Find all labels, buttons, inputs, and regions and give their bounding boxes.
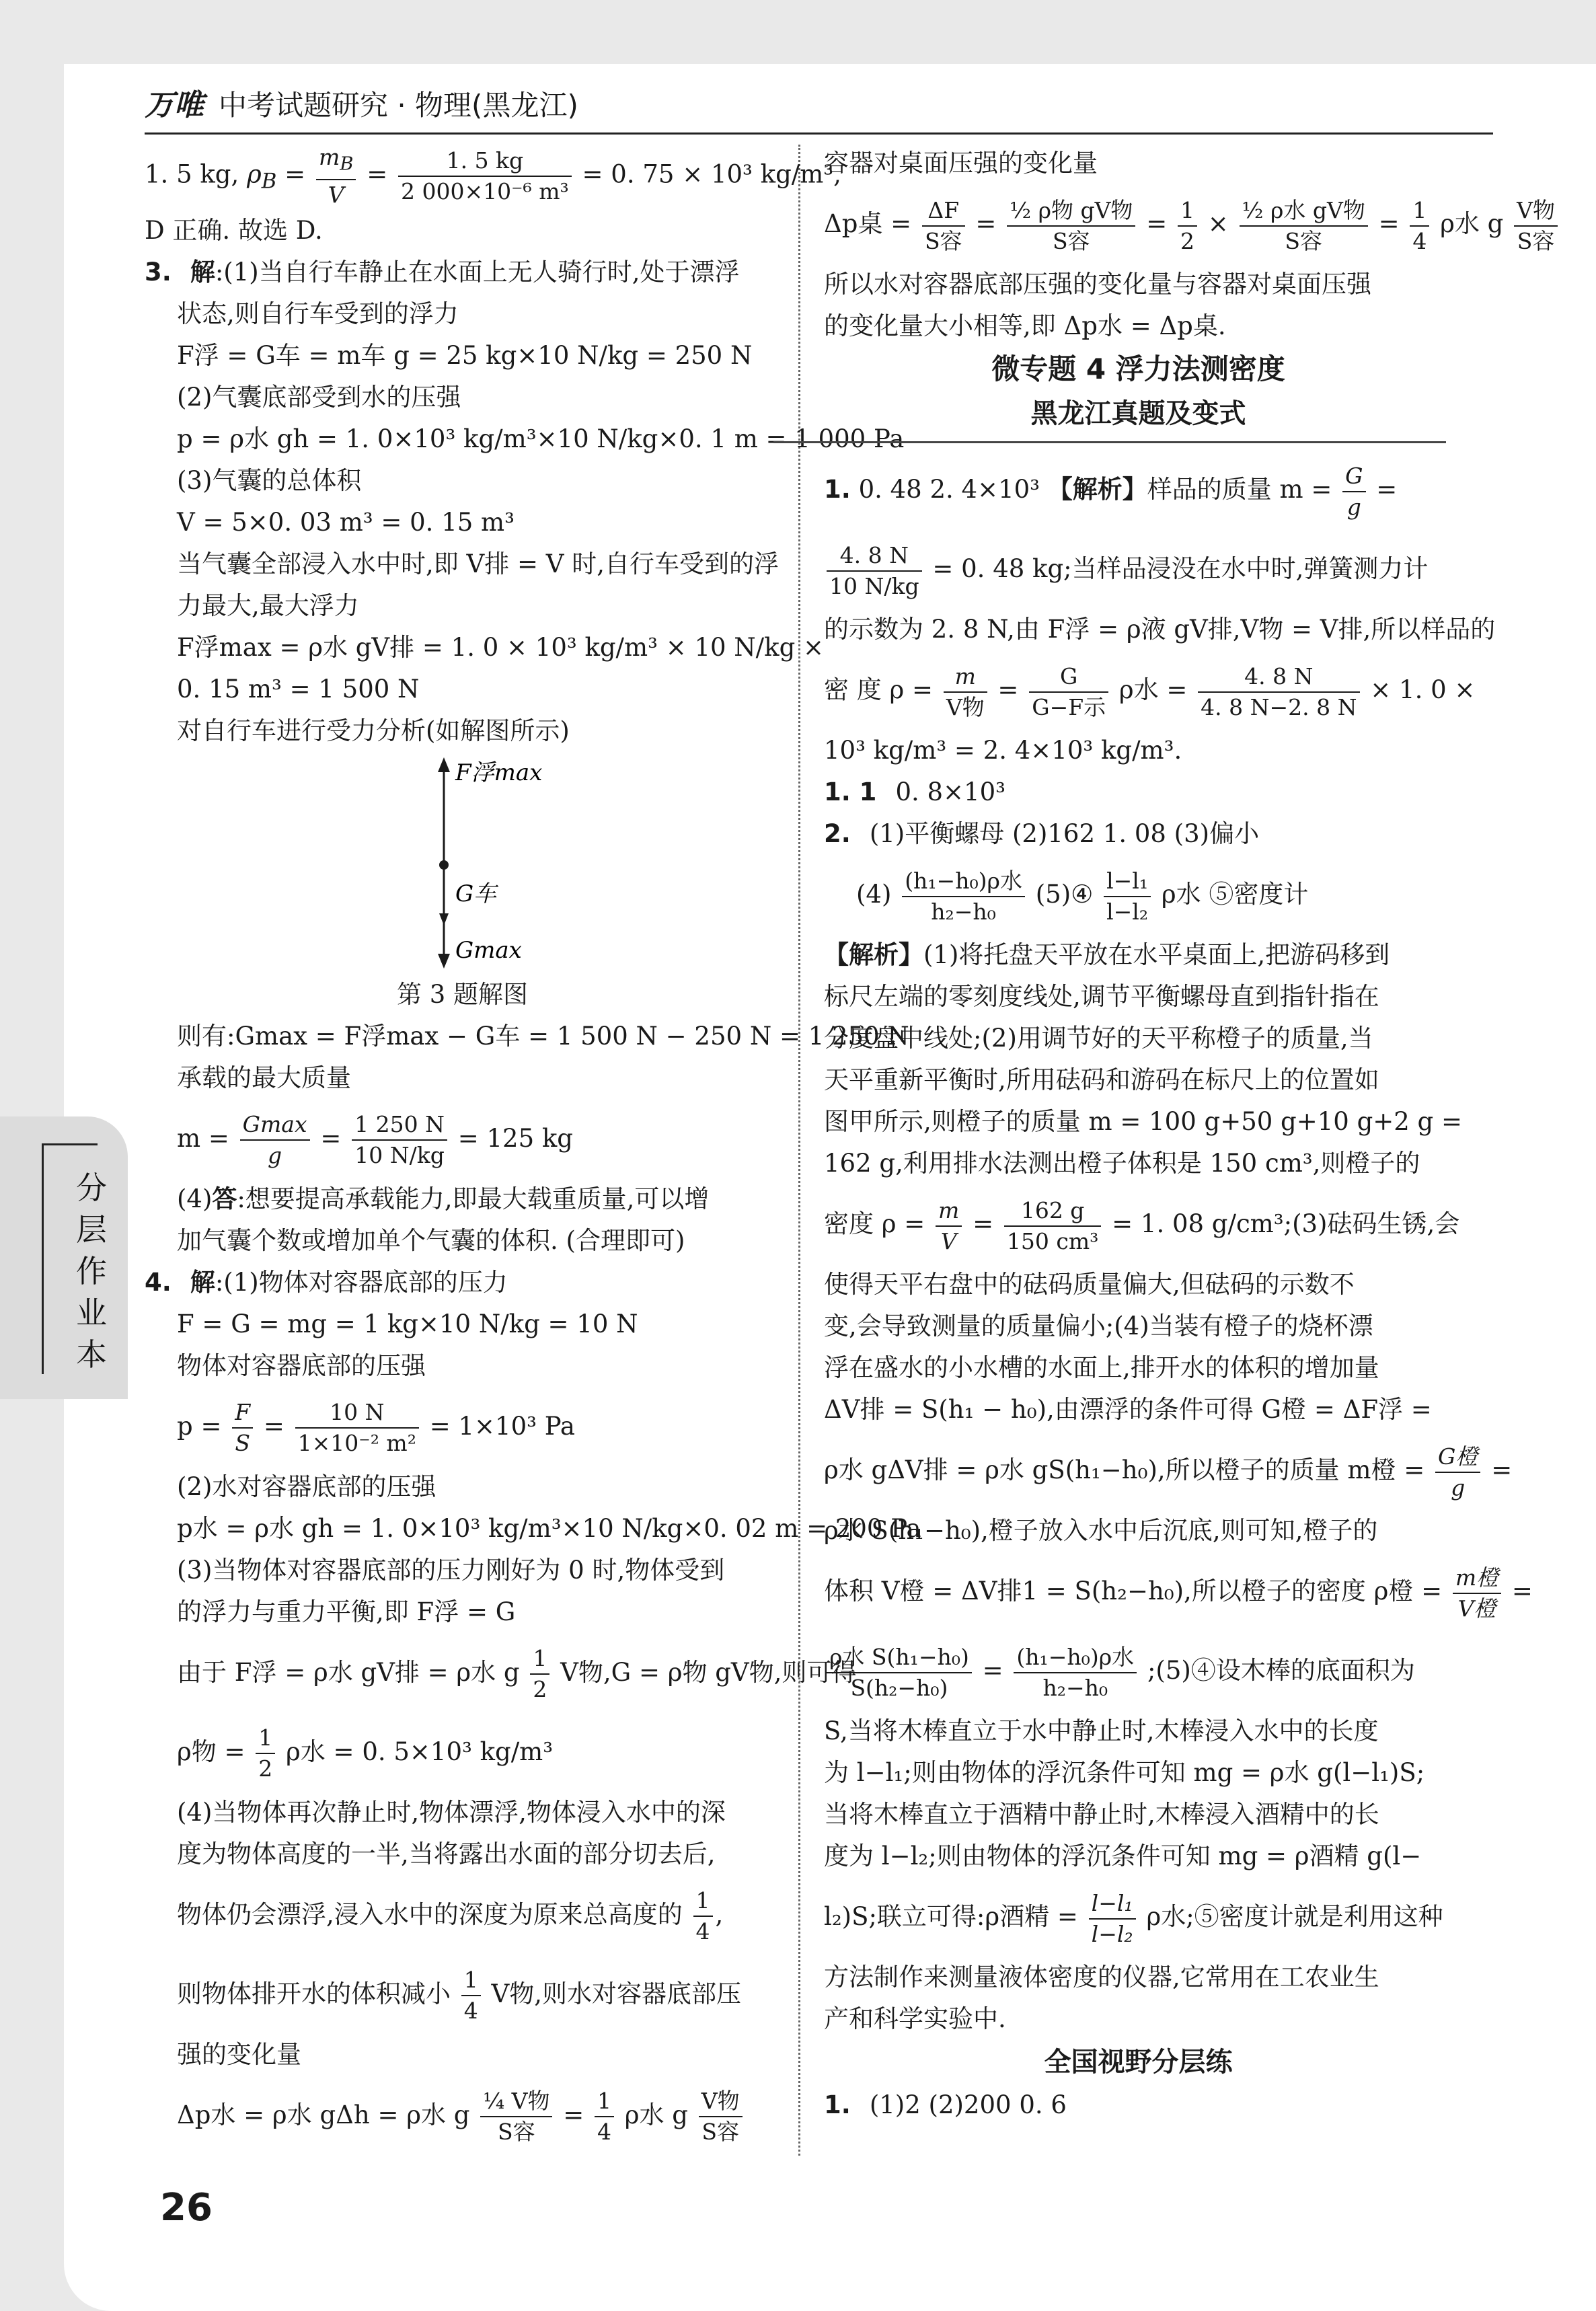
text-line: 图甲所示,则橙子的质量 m = 100 g+50 g+10 g+2 g = bbox=[824, 1107, 1463, 1136]
text-line: ρ水 S(h₁−h₀),橙子放入水中后沉底,则可知,橙子的 bbox=[824, 1516, 1378, 1545]
book-title: 中考试题研究 · 物理(黑龙江) bbox=[219, 89, 578, 122]
fraction: $\frac{\text{V物}}{\text{S容}}$ bbox=[699, 2086, 743, 2147]
text-line: 【解析】(1)将托盘天平放在水平桌面上,把游码移到 bbox=[824, 940, 1390, 969]
heading-rule bbox=[773, 441, 1446, 443]
formula-line: 体积 V橙 = ΔV排1 = S(h₂−h₀),所以橙子的密度 ρ橙 = $\frac{\text{m橙}}{\text{V橙}}$ = bbox=[824, 1552, 1453, 1631]
formula-line: 0. 15 m³ = 1 500 N bbox=[177, 674, 420, 704]
formula-line: 密度 ρ = $\frac{m}{V}$ = $\frac{162 g}{\text{150 cm³}}$ = 1. 08 g/cm³;(3)砝码生锈,会 bbox=[824, 1184, 1453, 1264]
topic-title: 微专题 4 浮力法测密度 bbox=[991, 352, 1285, 385]
fraction: $\frac{1}{4}$ bbox=[595, 2086, 614, 2147]
label-g-car: G车 bbox=[455, 880, 497, 907]
section-title: 全国视野分层练 bbox=[1044, 2047, 1233, 2078]
text-line: (4)答:想要提高承载能力,即最大载重质量,可以增 bbox=[177, 1184, 710, 1213]
text-line: S,当将木棒直立于水中静止时,木棒浸入水中的长度 bbox=[824, 1716, 1379, 1745]
fraction: $\frac{\text{½ ρ水 gV物}}{\text{S容}}$ bbox=[1240, 196, 1368, 256]
fraction: $\frac{10 N}{\text{1×10⁻² m²}}$ bbox=[295, 1398, 419, 1458]
text-line: 力最大,最大浮力 bbox=[177, 591, 359, 620]
fraction: $\frac{\Delta F}{\text{S容}}$ bbox=[922, 196, 965, 256]
text-line: D 正确. 故选 D. bbox=[145, 215, 323, 245]
text-line: 的浮力与重力平衡,即 F浮 = G bbox=[177, 1597, 516, 1626]
text-line: 强的变化量 bbox=[177, 2039, 301, 2069]
fraction: $\frac{4. 8 N}{4. 8 N-2. 8 N}$ bbox=[1198, 662, 1359, 722]
fraction: $\frac{\text{l−l₁}}{\text{l−l₂}}$ bbox=[1104, 866, 1151, 927]
formula-line: p = ρ水 gh = 1. 0×10³ kg/m³×10 N/kg×0. 1 m = 1 000 Pa bbox=[177, 424, 905, 453]
formula-line: $\frac{4. 8 N}{10 N/kg}$ = 0. 48 kg;当样品浸没在水中时,弹簧测力计 bbox=[824, 529, 1453, 609]
fraction: $\frac{1}{2}$ bbox=[530, 1644, 549, 1704]
fraction: $\frac{1}{4}$ bbox=[1410, 196, 1429, 256]
down-arrow-icon bbox=[439, 913, 449, 925]
text-line: 天平重新平衡时,所用砝码和游码在标尺上的位置如 bbox=[824, 1065, 1379, 1094]
force-diagram-svg bbox=[145, 752, 780, 974]
formula-line: l₂)S;联立可得:ρ酒精 = $\frac{\text{l−l₁}}{\text{l−l₂}}$ ρ水;⑤密度计就是利用这种 bbox=[824, 1877, 1453, 1957]
text-line: 则物体排开水的体积减小 $\frac{1}{4}$ V物,则水对容器底部压 bbox=[145, 1955, 780, 2034]
formula-line: ρ物 = $\frac{1}{2}$ ρ水 = 0. 5×10³ kg/m³ bbox=[145, 1712, 780, 1792]
fraction: $\frac{m}{\text{V物}}$ bbox=[944, 662, 987, 722]
fraction: $\frac{\text{ρ水 S(h₁−h₀)}}{\text{S(h₂−h₀)}}$ bbox=[827, 1642, 972, 1703]
text-line: 变,会导致测量的质量偏小;(4)当装有橙子的烧杯漂 bbox=[824, 1312, 1373, 1340]
text-line: 当气囊全部浸入水中时,即 V排 = V 时,自行车受到的浮 bbox=[177, 549, 780, 578]
question-number: 2. bbox=[824, 819, 851, 848]
text-line: 162 g,利用排水法测出橙子体积是 150 cm³,则橙子的 bbox=[824, 1149, 1420, 1178]
text-line: 度为物体高度的一半,当将露出水面的部分切去后, bbox=[177, 1839, 716, 1868]
formula-line: ρ水 gΔV排 = ρ水 gS(h₁−h₀),所以橙子的质量 m橙 = $\frac{\text{G橙}}{g}$ = bbox=[824, 1431, 1453, 1510]
formula-line: (4) $\frac{\text{(h₁−h₀)ρ水}}{\text{h₂−h₀}}$ (5)④ $\frac{\text{l−l₁}}{\text{l−l₂}}$ ρ水 ⑤密度计 bbox=[824, 855, 1453, 934]
fraction: $\frac{4. 8 N}{10 N/kg}$ bbox=[827, 541, 922, 601]
answer-1-1-line: 1. 1 0. 8×10³ bbox=[824, 778, 1005, 806]
formula-line: p水 = ρ水 gh = 1. 0×10³ kg/m³×10 N/kg×0. 02 m = 200 Pa bbox=[177, 1513, 921, 1543]
figure-caption: 第 3 题解图 bbox=[396, 979, 529, 1009]
text-line: (2)水对容器底部的压强 bbox=[177, 1472, 436, 1501]
text-line: 所以水对容器底部压强的变化量与容器对桌面压强 bbox=[824, 270, 1371, 299]
text-line: (3)当物体对容器底部的压力刚好为 0 时,物体受到 bbox=[177, 1555, 725, 1585]
fraction: $\frac{\text{(h₁−h₀)ρ水}}{\text{h₂−h₀}}$ bbox=[902, 866, 1025, 927]
text-line: 1. 5 kg, $\rho_B$ = $\frac{m_B}{V}$ = $\frac{1. 5 kg}{\text{2 000×10⁻⁶ m³}}$ = 0. 75 × 10³ kg/m³, bbox=[145, 143, 780, 210]
fraction: $\frac{\text{¼ V物}}{\text{S容}}$ bbox=[480, 2086, 552, 2147]
question-number: 3. bbox=[145, 257, 172, 287]
up-arrow-icon bbox=[438, 757, 450, 772]
text-line: 的变化量大小相等,即 Δp水 = Δp桌. bbox=[824, 311, 1226, 340]
formula-line: 由于 F浮 = ρ水 gV排 = ρ水 g $\frac{1}{2}$ V物,G = ρ物 gV物,则可得 bbox=[145, 1633, 780, 1712]
text-line: 产和科学实验中. bbox=[824, 2004, 1006, 2033]
question-number: 1. bbox=[824, 475, 851, 504]
header-rule bbox=[145, 132, 1493, 135]
formula-line: 密 度 ρ = $\frac{m}{\text{V物}}$ = $\frac{G}{\text{G−F示}}$ ρ水 = $\frac{4. 8 N}{4. 8 N-2. 8 N}$ × 1. 0 × bbox=[824, 650, 1453, 730]
text-line: 度为 l−l₂;则由物体的浮沉条件可知 mg = ρ酒精 g(l− bbox=[824, 1842, 1422, 1870]
fraction: $\frac{162 g}{\text{150 cm³}}$ bbox=[1004, 1196, 1101, 1256]
label-g-max: Gmax bbox=[455, 936, 522, 964]
formula-line: p = $\frac{F}{S}$ = $\frac{10 N}{\text{1×10⁻² m²}}$ = 1×10³ Pa bbox=[145, 1387, 780, 1466]
text-line: 方法制作来测量液体密度的仪器,它常用在工农业生 bbox=[824, 1963, 1379, 1992]
formula-line: Δp水 = ρ水 gΔh = ρ水 g $\frac{\text{¼ V物}}{\text{S容}}$ = $\frac{1}{4}$ ρ水 g $\frac{\text{V物}}{\text{S容}}$ bbox=[145, 2076, 780, 2155]
text-line: (4)当物体再次静止时,物体漂浮,物体浸入水中的深 bbox=[177, 1797, 726, 1827]
text-line: (3)气囊的总体积 bbox=[177, 465, 362, 495]
brand-logo: 万唯 bbox=[145, 88, 204, 122]
formula-line: F浮max = ρ水 gV排 = 1. 0 × 10³ kg/m³ × 10 N/kg × bbox=[177, 632, 825, 662]
text-line: (2)气囊底部受到水的压强 bbox=[177, 382, 461, 412]
page-number: 26 bbox=[160, 2186, 213, 2230]
fraction: $\frac{m_B}{V}$ bbox=[316, 143, 356, 210]
fraction: $\frac{1}{2}$ bbox=[1178, 196, 1197, 256]
fraction: $\frac{\text{m橙}}{\text{V橙}}$ bbox=[1453, 1563, 1501, 1624]
fraction: $\frac{\text{G橙}}{g}$ bbox=[1435, 1442, 1480, 1503]
text-line: 物体对容器底部的压强 bbox=[177, 1351, 426, 1380]
label-f-max: F浮max bbox=[455, 759, 543, 786]
text-line: 使得天平右盘中的砝码质量偏大,但砝码的示数不 bbox=[824, 1270, 1355, 1299]
text-line: 标尺左端的零刻度线处,调节平衡螺母直到指针指在 bbox=[824, 982, 1379, 1011]
fraction: $\frac{Gmax}{g}$ bbox=[240, 1110, 310, 1170]
fraction: $\frac{\text{l−l₁}}{\text{l−l₂}}$ bbox=[1089, 1889, 1136, 1949]
formula-line: Δp桌 = $\frac{\Delta F}{\text{S容}}$ = $\frac{\text{½ ρ物 gV物}}{\text{S容}}$ = $\frac{1}{2}$ × $\frac{\text{½ ρ水 gV物}}{\text{S容}}$ = $\frac{1}{4}$ ρ水 g $\frac{\text{V物}}{\text{S容}}$ bbox=[824, 184, 1453, 264]
text-line: 的示数为 2. 8 N,由 F浮 = ρ液 gV排,V物 = V排,所以样品的 bbox=[824, 615, 1496, 644]
question-number: 1. 1 bbox=[824, 778, 877, 806]
force-diagram bbox=[145, 752, 780, 974]
fraction: $\frac{G}{g}$ bbox=[1342, 461, 1365, 522]
answer-1-line: 1. 0. 48 2. 4×10³ 【解析】样品的质量 m = $\frac{G}{g}$ = bbox=[824, 450, 1453, 529]
right-column bbox=[824, 143, 1555, 2126]
answer-b1-line: 1. (1)2 (2)200 0. 6 bbox=[824, 2090, 1067, 2119]
text-line: 容器对桌面压强的变化量 bbox=[824, 149, 1098, 178]
formula-line: 则有:Gmax = F浮max − G车 = 1 500 N − 250 N = 1 250 N bbox=[177, 1021, 909, 1051]
fraction: $\frac{1}{2}$ bbox=[256, 1723, 275, 1784]
question-number: 1. bbox=[824, 2090, 851, 2119]
text-line: 加气囊个数或增加单个气囊的体积. (合理即可) bbox=[177, 1225, 685, 1255]
fraction: $\frac{m}{V}$ bbox=[936, 1196, 962, 1256]
text-line: 状态,则自行车受到的浮力 bbox=[177, 299, 459, 328]
fraction: $\frac{F}{S}$ bbox=[232, 1398, 253, 1458]
formula-line: $\frac{\text{ρ水 S(h₁−h₀)}}{\text{S(h₂−h₀)}}$ = $\frac{\text{(h₁−h₀)ρ水}}{\text{h₂−h₀}}$ ;(5)④设木棒的底面积为 bbox=[824, 1631, 1453, 1710]
question-3-line: 3. 解:(1)当自行车静止在水面上无人骑行时,处于漂浮 bbox=[145, 257, 740, 287]
answer-2-line: 2. (1)平衡螺母 (2)162 1. 08 (3)偏小 bbox=[824, 819, 1260, 848]
text-line: 对自行车进行受力分析(如解图所示) bbox=[177, 716, 570, 745]
fraction: $\frac{\text{V物}}{\text{S容}}$ bbox=[1514, 196, 1558, 256]
text-line: 浮在盛水的小水槽的水面上,排开水的体积的增加量 bbox=[824, 1353, 1379, 1382]
question-4-line: 4. 解:(1)物体对容器底部的压力 bbox=[145, 1267, 508, 1297]
fraction: $\frac{\text{(h₁−h₀)ρ水}}{\text{h₂−h₀}}$ bbox=[1014, 1642, 1137, 1703]
formula-line: m = $\frac{Gmax}{g}$ = $\frac{1 250 N}{10 N/kg}$ = 125 kg bbox=[145, 1099, 780, 1178]
formula-line: V = 5×0. 03 m³ = 0. 15 m³ bbox=[177, 507, 515, 537]
side-tab-label: 分层作业本 bbox=[76, 1170, 107, 1373]
fraction: $\frac{G}{\text{G−F示}}$ bbox=[1029, 662, 1108, 722]
text-line: 物体仍会漂浮,浸入水中的深度为原来总高度的 $\frac{1}{4}$ , bbox=[145, 1875, 780, 1955]
text-line: 当将木棒直立于酒精中静止时,木棒浸入酒精中的长 bbox=[824, 1800, 1379, 1829]
question-number: 4. bbox=[145, 1267, 172, 1297]
text-line: 为 l−l₁;则由物体的浮沉条件可知 mg = ρ水 g(l−l₁)S; bbox=[824, 1758, 1425, 1787]
topic-subtitle: 黑龙江真题及变式 bbox=[1030, 398, 1246, 429]
formula-line: ΔV排 = S(h₁ − h₀),由漂浮的条件可得 G橙 = ΔF浮 = bbox=[824, 1395, 1432, 1424]
page-header bbox=[145, 82, 578, 129]
down-arrow-icon bbox=[438, 954, 450, 969]
fraction: $\frac{1}{4}$ bbox=[461, 1965, 481, 2026]
text-line: 分度盘中线处;(2)用调节好的天平称橙子的质量,当 bbox=[824, 1024, 1373, 1053]
formula-line: F = G = mg = 1 kg×10 N/kg = 10 N bbox=[177, 1309, 638, 1338]
fraction: $\frac{\text{½ ρ物 gV物}}{\text{S容}}$ bbox=[1007, 196, 1135, 256]
fraction: $\frac{1}{4}$ bbox=[693, 1886, 713, 1946]
fraction: $\frac{1 250 N}{10 N/kg}$ bbox=[352, 1110, 447, 1170]
formula-line: F浮 = G车 = m车 g = 25 kg×10 N/kg = 250 N bbox=[177, 340, 753, 370]
formula-line: 10³ kg/m³ = 2. 4×10³ kg/m³. bbox=[824, 736, 1182, 765]
fraction: $\frac{1. 5 kg}{\text{2 000×10⁻⁶ m³}}$ bbox=[398, 146, 572, 206]
text-line: 承载的最大质量 bbox=[177, 1063, 351, 1092]
